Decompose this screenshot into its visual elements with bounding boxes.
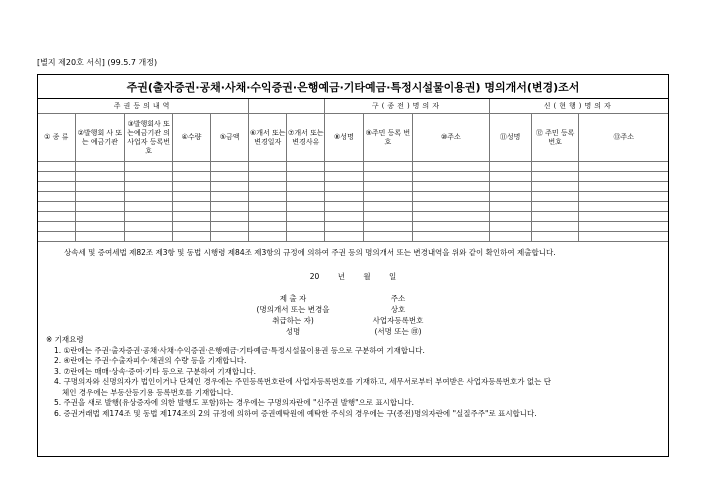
note-item: 2. ④란에는 주권·수출자피수·채권의 수량 등을 기재합니다. xyxy=(54,356,247,365)
col-issuer: ②발행회 사 또는 예금기관 xyxy=(75,114,125,162)
date-line: 20 년 월 일 xyxy=(309,272,397,281)
statement: 상속세 및 증여세법 제82조 제3항 및 동법 시행령 제84조 제3항의 규정에 의하여 주권 등의 명의개서 또는 변경내역을 위와 같이 확인하여 제출합니다. xyxy=(64,248,556,257)
group-header-row xyxy=(38,99,668,114)
column-header-row xyxy=(38,114,668,162)
submitter-signature-label: (서명 또는 ㊞) xyxy=(374,327,422,336)
col-new-name: ⑪성명 xyxy=(489,114,531,162)
group-header-stock: 주권등의내역 xyxy=(38,99,249,114)
col-change-date: ⑥개서 또는 변경일자 xyxy=(249,114,287,162)
group-header-empty xyxy=(249,99,325,114)
group-header-previous: 구(종전)명의자 xyxy=(325,99,489,114)
table-row[interactable] xyxy=(38,162,668,172)
table-row[interactable] xyxy=(38,212,668,222)
table-row[interactable] xyxy=(38,222,668,232)
col-type: ① 종 류 xyxy=(38,114,75,162)
form-frame xyxy=(37,74,669,457)
note-item: 3. ⑦란에는 매매·상속·증여·기타 등으로 구분하여 기재합니다. xyxy=(54,366,256,376)
submitter-right xyxy=(358,293,438,337)
col-change-reason: ⑦개서 또는 변경사유 xyxy=(287,114,325,162)
submitter-label: 제 출 자 xyxy=(279,294,307,303)
col-new-address: ⑬주소 xyxy=(579,114,668,162)
note-item: 1. ①란에는 주권·출자증권·공채·사채·수익증권·은행예금·기타예금·특정시설물이용권 등으로 구분하여 기재합니다. xyxy=(54,345,425,355)
notes-section xyxy=(46,335,661,419)
table-row[interactable] xyxy=(38,172,668,182)
entry-table xyxy=(38,99,668,242)
submitter-regno-label: 사업자등록번호 xyxy=(372,316,424,325)
group-header-new: 신(현행)명의자 xyxy=(489,99,668,114)
note-item: 체인 경우에는 부동산등기용 등록번호를 기재합니다. xyxy=(62,387,234,397)
form-label: [별지 제20호 서식] (99.5.7 개정) xyxy=(37,58,158,67)
table-row[interactable] xyxy=(38,182,668,192)
col-prev-address: ⑩주소 xyxy=(413,114,489,162)
note-item: 4. 구명의자와 신명의자가 법인이거나 단체인 경우에는 주민등록번호란에 사업자등록번호를 기재하고, 세무서로부터 부여받은 사업자등록번호가 없는 단 xyxy=(54,377,551,386)
col-new-id: ⑫ 주민 등록 번호 xyxy=(531,114,579,162)
submitter-left xyxy=(233,293,353,337)
submitter-address-label: 주소 xyxy=(390,294,406,303)
form-title: 주권(출자증권·공채·사채·수익증권·은행예금·기타예금·특정시설물이용권) 명의개서(변경)조서 xyxy=(38,75,668,99)
table-row[interactable] xyxy=(38,192,668,202)
col-prev-id: ⑨주민 등록 번호 xyxy=(363,114,413,162)
col-prev-name: ⑧성명 xyxy=(325,114,363,162)
col-amount: ⑤금액 xyxy=(211,114,249,162)
col-quantity: ④수량 xyxy=(172,114,210,162)
note-item: 6. 증권거래법 제174조 및 동법 제174조의 2의 규정에 의하여 증권예탁원에 예탁한 주식의 경우에는 구(종전)명의자란에 "실질주주"로 표시합니다. xyxy=(54,408,537,418)
submitter-company-label: 상호 xyxy=(390,305,406,314)
note-item: 5. 주권을 새로 발행(유상증자에 의한 발행도 포함)하는 경우에는 구명의자란에 "신주권 발행"으로 표시합니다. xyxy=(54,398,415,407)
submitter-label: (명의개서 또는 변경을 xyxy=(256,305,330,314)
table-row[interactable] xyxy=(38,202,668,212)
submitter-name-label: 성명 xyxy=(285,327,301,336)
table-row[interactable] xyxy=(38,232,668,242)
col-issuer-regno: ③발행회사 또는예금기관 의 사업자 등록번호 xyxy=(125,114,173,162)
submitter-label: 취급하는 자) xyxy=(272,316,314,325)
notes-title: ※ 기재요령 xyxy=(46,335,84,344)
